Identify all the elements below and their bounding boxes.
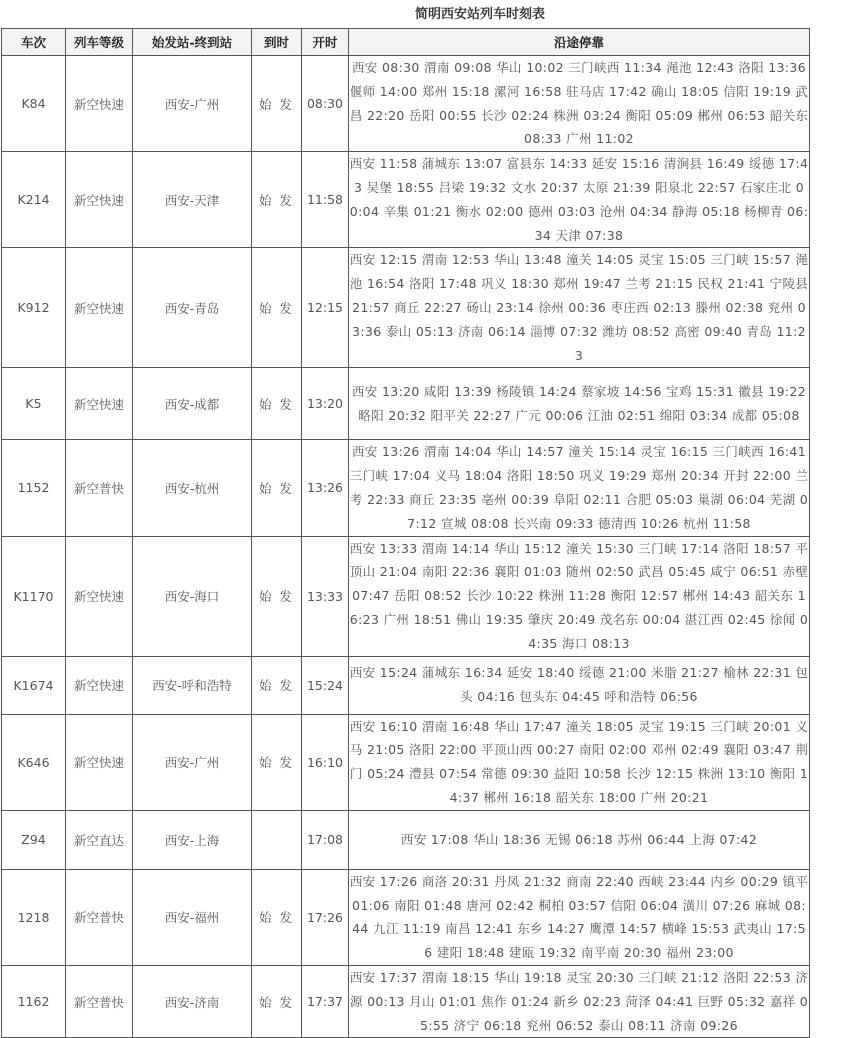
stops-list: 西安 17:08 华山 18:36 无锡 06:18 苏州 06:44 上海 07:42: [349, 810, 810, 869]
departure-time: 08:30: [302, 56, 349, 152]
departure-time: 15:24: [302, 656, 349, 714]
route-link[interactable]: 西安-福州: [133, 869, 252, 965]
train-number-link[interactable]: 1218: [2, 869, 66, 965]
header-route: 始发站-终到站: [133, 29, 252, 56]
arrival-time: 始 发: [252, 152, 302, 248]
train-class: 新空快速: [66, 714, 133, 810]
train-timetable: [1, 28, 810, 1038]
route-link[interactable]: 西安-济南: [133, 965, 252, 1037]
train-class: 新空快速: [66, 536, 133, 656]
train-number-link[interactable]: K1674: [2, 656, 66, 714]
train-number-link[interactable]: 1162: [2, 965, 66, 1037]
arrival-time: 始 发: [252, 536, 302, 656]
arrival-time: 始 发: [252, 656, 302, 714]
stops-list: 西安 11:58 蒲城东 13:07 富县东 14:33 延安 15:16 清涧县 16:49 绥德 17:43 吴堡 18:55 吕梁 19:32 文水 20:37 太原 21:39 阳泉北 22:57 石家庄北 00:04 辛集 01:21 衡水 02:00 德州 03:03 沧州 04:34 静海 05:18 杨柳青 06:34 天津 07:38: [349, 152, 810, 248]
table-row: [2, 152, 810, 248]
table-row: [2, 810, 810, 869]
departure-time: 13:26: [302, 440, 349, 536]
route-link[interactable]: 西安-呼和浩特: [133, 656, 252, 714]
train-class: 新空快速: [66, 248, 133, 368]
table-row: [2, 440, 810, 536]
table-row: [2, 56, 810, 152]
train-number-link[interactable]: K84: [2, 56, 66, 152]
stops-list: 西安 17:37 渭南 18:15 华山 19:18 灵宝 20:30 三门峡 21:12 洛阳 22:53 济源 00:13 月山 01:01 焦作 01:24 新乡 02:23 菏泽 04:41 巨野 05:32 嘉祥 05:55 济宁 06:18 兖州 06:52 泰山 08:11 济南 09:26: [349, 965, 810, 1037]
arrival-time: 始 发: [252, 56, 302, 152]
train-number-link[interactable]: 1152: [2, 440, 66, 536]
arrival-time: 始 发: [252, 869, 302, 965]
table-row: [2, 536, 810, 656]
departure-time: 13:20: [302, 368, 349, 440]
train-class: 新空快速: [66, 56, 133, 152]
route-link[interactable]: 西安-杭州: [133, 440, 252, 536]
table-row: [2, 714, 810, 810]
train-number-link[interactable]: K5: [2, 368, 66, 440]
route-link[interactable]: 西安-天津: [133, 152, 252, 248]
table-row: [2, 869, 810, 965]
table-row: [2, 368, 810, 440]
stops-list: 西安 13:33 渭南 14:14 华山 15:12 潼关 15:30 三门峡 17:14 洛阳 18:57 平顶山 21:04 南阳 22:36 襄阳 01:03 随州 02:50 武昌 05:45 咸宁 06:51 赤壁 07:47 岳阳 08:52 长沙 10:22 株洲 11:28 衡阳 12:57 郴州 14:43 韶关东 16:23 广州 18:51 佛山 19:35 肇庆 20:49 茂名东 00:04 湛江西 02:45 徐闻 04:35 海口 08:13: [349, 536, 810, 656]
arrival-time: 始 发: [252, 965, 302, 1037]
arrival-time: 始 发: [252, 248, 302, 368]
arrival-time: 始 发: [252, 440, 302, 536]
route-link[interactable]: 西安-上海: [133, 810, 252, 869]
arrival-time: 始 发: [252, 368, 302, 440]
arrival-time: [252, 810, 302, 869]
train-class: 新空快速: [66, 152, 133, 248]
header-train-class: 列车等级: [66, 29, 133, 56]
train-number-link[interactable]: Z94: [2, 810, 66, 869]
header-arrival: 到时: [252, 29, 302, 56]
train-number-link[interactable]: K214: [2, 152, 66, 248]
departure-time: 17:26: [302, 869, 349, 965]
stops-list: 西安 15:24 蒲城东 16:34 延安 18:40 绥德 21:00 米脂 21:27 榆林 22:31 包头 04:16 包头东 04:45 呼和浩特 06:56: [349, 656, 810, 714]
arrival-time: 始 发: [252, 714, 302, 810]
train-number-link[interactable]: K646: [2, 714, 66, 810]
train-class: 新空快速: [66, 656, 133, 714]
table-row: [2, 965, 810, 1037]
train-class: 新空普快: [66, 965, 133, 1037]
page-title: 简明西安站列车时刻表: [414, 7, 545, 22]
route-link[interactable]: 西安-海口: [133, 536, 252, 656]
route-link[interactable]: 西安-成都: [133, 368, 252, 440]
route-link[interactable]: 西安-青岛: [133, 248, 252, 368]
departure-time: 16:10: [302, 714, 349, 810]
table-row: [2, 656, 810, 714]
stops-list: 西安 17:26 商洛 20:31 丹凤 21:32 商南 22:40 西峡 23:44 内乡 00:29 镇平 01:06 南阳 01:48 唐河 02:42 桐柏 03:57 信阳 06:04 潢川 07:26 麻城 08:44 九江 11:19 南昌 12:41 东乡 14:27 鹰潭 14:57 横峰 15:53 武夷山 17:56 建阳 18:48 建瓯 19:32 南平南 20:30 福州 23:00: [349, 869, 810, 965]
train-class: 新空快速: [66, 368, 133, 440]
departure-time: 17:37: [302, 965, 349, 1037]
departure-time: 11:58: [302, 152, 349, 248]
header-departure: 开时: [302, 29, 349, 56]
train-number-link[interactable]: K912: [2, 248, 66, 368]
departure-time: 17:08: [302, 810, 349, 869]
header-stops: 沿途停靠: [349, 29, 810, 56]
train-class: 新空普快: [66, 869, 133, 965]
stops-list: 西安 13:26 渭南 14:04 华山 14:57 潼关 15:14 灵宝 16:15 三门峡西 16:41 三门峡 17:04 义马 18:04 洛阳 18:50 巩义 19:29 郑州 20:34 开封 22:00 兰考 22:33 商丘 23:35 亳州 00:39 阜阳 02:11 合肥 05:03 巢湖 06:04 芜湖 07:12 宣城 08:08 长兴南 09:33 德清西 10:26 杭州 11:58: [349, 440, 810, 536]
train-number-link[interactable]: K1170: [2, 536, 66, 656]
stops-list: 西安 08:30 渭南 09:08 华山 10:02 三门峡西 11:34 渑池 12:43 洛阳 13:36 偃师 14:00 郑州 15:18 漯河 16:58 驻马店 17:42 确山 18:05 信阳 19:19 武昌 22:20 岳阳 00:55 长沙 02:24 株洲 03:24 衡阳 05:09 郴州 06:53 韶关东 08:33 广州 11:02: [349, 56, 810, 152]
table-row: [2, 248, 810, 368]
table-header-row: [2, 29, 810, 56]
header-train-number: 车次: [2, 29, 66, 56]
stops-list: 西安 13:20 咸阳 13:39 杨陵镇 14:24 蔡家坡 14:56 宝鸡 15:31 徽县 19:22 略阳 20:32 阳平关 22:27 广元 00:06 江油 02:51 绵阳 03:34 成都 05:08: [349, 368, 810, 440]
train-class: 新空直达: [66, 810, 133, 869]
stops-list: 西安 16:10 渭南 16:48 华山 17:47 潼关 18:05 灵宝 19:15 三门峡 20:01 义马 21:05 洛阳 22:00 平顶山西 00:27 南阳 02:00 邓州 02:49 襄阳 03:47 荆门 05:24 澧县 07:54 常德 09:30 益阳 10:58 长沙 12:15 株洲 13:10 衡阳 14:37 郴州 16:18 韶关东 18:00 广州 20:21: [349, 714, 810, 810]
departure-time: 12:15: [302, 248, 349, 368]
route-link[interactable]: 西安-广州: [133, 56, 252, 152]
route-link[interactable]: 西安-广州: [133, 714, 252, 810]
train-class: 新空普快: [66, 440, 133, 536]
departure-time: 13:33: [302, 536, 349, 656]
stops-list: 西安 12:15 渭南 12:53 华山 13:48 潼关 14:05 灵宝 15:05 三门峡 15:57 渑池 16:54 洛阳 17:48 巩义 18:30 郑州 19:47 兰考 21:15 民权 21:41 宁陵县 21:57 商丘 22:27 砀山 23:14 徐州 00:36 枣庄西 02:13 滕州 02:38 兖州 03:36 泰山 05:13 济南 06:14 淄博 07:32 潍坊 08:52 高密 09:40 青岛 11:23: [349, 248, 810, 368]
